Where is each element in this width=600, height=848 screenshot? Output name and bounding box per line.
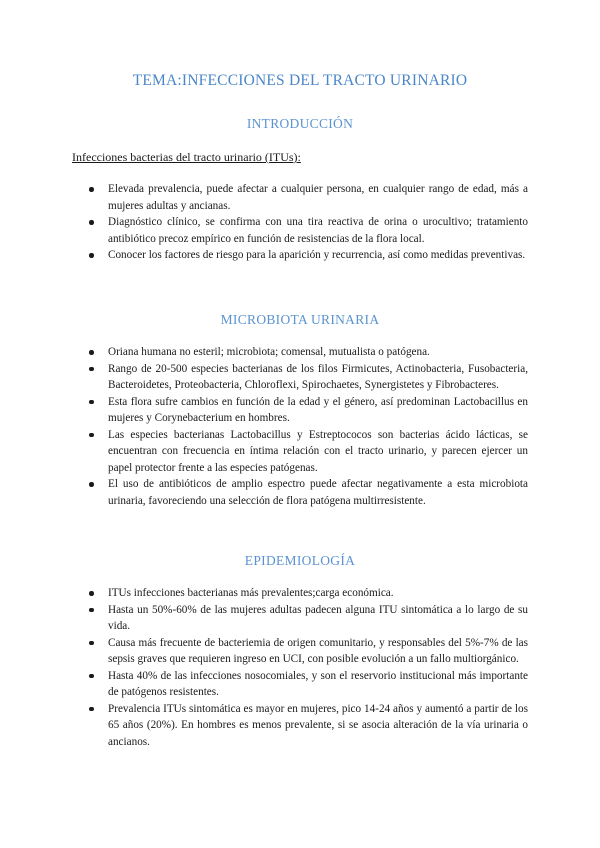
list-item: El uso de antibióticos de amplio espectro puede afectar negativamente a esta microbiota urinaria, favoreciendo una selección de flora patógena multirresistente. [72, 476, 528, 509]
list-item: Hasta un 50%-60% de las mujeres adultas padecen alguna ITU sintomática a lo largo de su vida. [72, 602, 528, 635]
section-heading-introduccion: INTRODUCCIÓN [246, 116, 354, 131]
bullet-icon [89, 674, 94, 679]
bullet-icon [89, 482, 94, 487]
bullet-icon [89, 433, 94, 438]
list-item: Esta flora sufre cambios en función de la edad y el género, así predominan Lactobacillus en mujeres y Corynebacterium en hombres. [72, 394, 528, 427]
list-introduccion [72, 181, 528, 264]
list-item: Prevalencia ITUs sintomática es mayor en mujeres, pico 14-24 años y aumentó a partir de los 65 años (20%). En hombres es menos prevalente, si se asocia alteración de la vía urinaria o ancianos. [72, 701, 528, 751]
list-item: Rango de 20-500 especies bacterianas de los filos Firmicutes, Actinobacteria, Fusobacteria, Bacteroidetes, Proteobacteria, Chloroflexi, Spirochaetes, Synergistetes y Fibrobacteres. [72, 361, 528, 394]
section-heading-microbiota: MICROBIOTA URINARIA [220, 312, 380, 327]
bullet-icon [89, 220, 94, 225]
list-item: Las especies bacterianas Lactobacillus y Estreptococos son bacterias ácido lácticas, se encuentran con frecuencia en íntima relación con el tracto urinario, y parecen ejercer un papel protector frente a las especies patógenas. [72, 427, 528, 477]
bullet-icon [89, 641, 94, 646]
list-item: Conocer los factores de riesgo para la aparición y recurrencia, así como medidas preventivas. [72, 247, 528, 264]
bullet-icon [89, 591, 94, 596]
subheading-itus: Infecciones bacterias del tracto urinario (ITUs): [72, 150, 301, 164]
list-item: Oriana humana no esteril; microbiota; comensal, mutualista o patógena. [72, 344, 528, 361]
document-title: TEMA:INFECCIONES DEL TRACTO URINARIO [132, 72, 468, 89]
list-item: Causa más frecuente de bacteriemia de origen comunitario, y responsables del 5%-7% de las sepsis graves que requieren ingreso en UCI, con posible evolución a un fallo multiorgánico. [72, 635, 528, 668]
list-epidemiologia [72, 585, 528, 750]
bullet-icon [89, 707, 94, 712]
list-item: Diagnóstico clínico, se confirma con una tira reactiva de orina o urocultivo; tratamiento antibiótico precoz empírico en función de resistencias de la flora local. [72, 214, 528, 247]
section-heading-epidemiologia: EPIDEMIOLOGÍA [244, 553, 356, 568]
bullet-icon [89, 608, 94, 613]
bullet-icon [89, 350, 94, 355]
list-microbiota [72, 344, 528, 509]
list-item: Hasta 40% de las infecciones nosocomiales, y son el reservorio institucional más importante de patógenos resistentes. [72, 668, 528, 701]
list-item: Elevada prevalencia, puede afectar a cualquier persona, en cualquier rango de edad, más a mujeres adultas y ancianas. [72, 181, 528, 214]
bullet-icon [89, 187, 94, 192]
bullet-icon [89, 253, 94, 258]
list-item: ITUs infecciones bacterianas más prevalentes;carga económica. [72, 585, 528, 602]
bullet-icon [89, 367, 94, 372]
bullet-icon [89, 400, 94, 405]
